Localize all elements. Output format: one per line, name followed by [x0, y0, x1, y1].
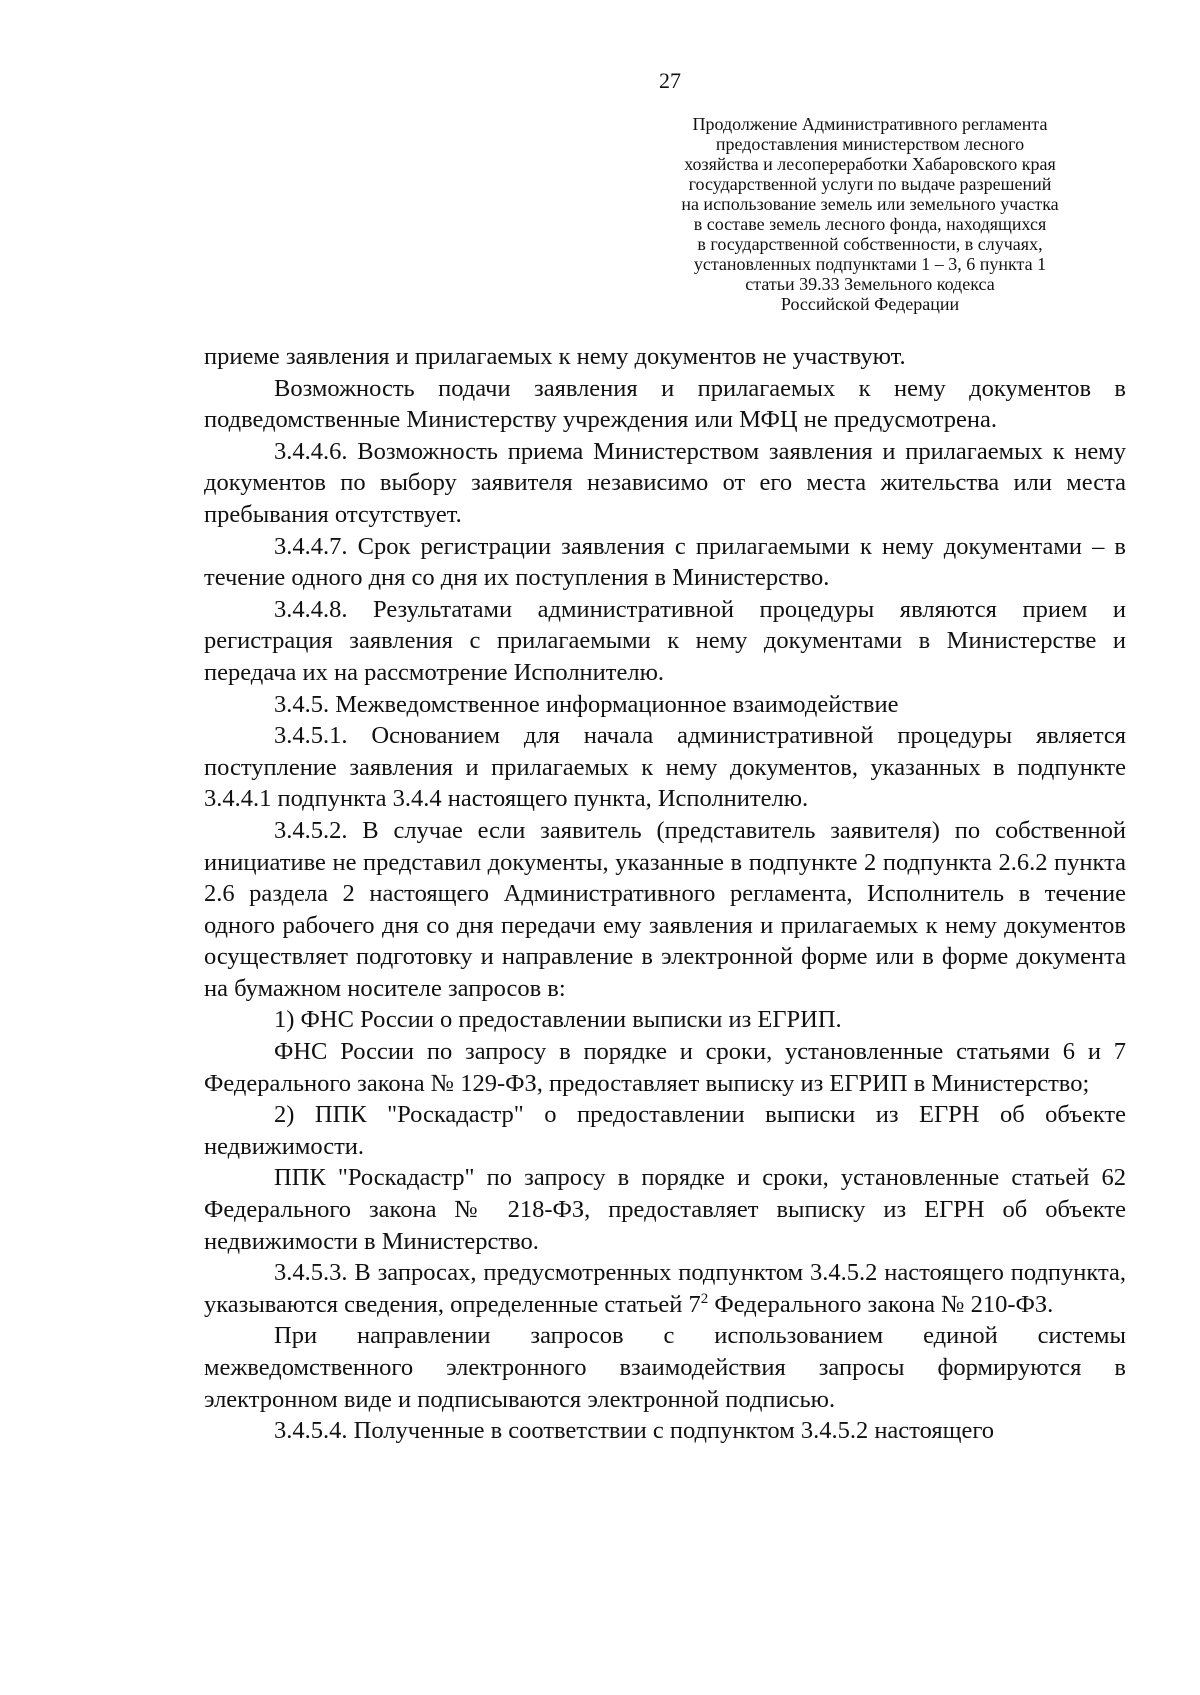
- paragraph: [204, 1257, 1126, 1320]
- paragraph: ППК "Роскадастр" по запросу в порядке и сроки, установленные статьей 62 Федерального закона № 218-ФЗ, предоставляет выписку из ЕГРН об объекте недвижимости в Министерство.: [204, 1164, 1126, 1255]
- paragraph: 3.4.4.6. Возможность приема Министерством заявления и прилагаемых к нему документов по выбору заявителя независимо от его места жительства или места пребывания отсутствует.: [204, 437, 1126, 528]
- header-line: статьи 39.33 Земельного кодекса: [745, 274, 995, 294]
- header-line: предоставления министерством лесного: [715, 134, 1025, 154]
- list-item: 2) ППК "Роскадастр" о предоставлении выписки из ЕГРН об объекте недвижимости.: [204, 1101, 1126, 1160]
- header-line: в государственной собственности, в случаях,: [697, 234, 1043, 254]
- document-body: [204, 341, 1126, 1447]
- document-header: [620, 114, 1120, 314]
- section-heading: 3.4.5. Межведомственное информационное взаимодействие: [274, 690, 899, 718]
- paragraph: 3.4.4.8. Результатами административной процедуры являются прием и регистрация заявления с прилагаемыми к нему документами в Министерстве и передача их на рассмотрение Исполнителю.: [204, 595, 1126, 686]
- superscript: 2: [700, 1290, 709, 1307]
- paragraph: приеме заявления и прилагаемых к нему документов не участвуют.: [204, 343, 906, 370]
- header-line: государственной услуги по выдаче разрешений: [688, 174, 1052, 194]
- paragraph: Возможность подачи заявления и прилагаемых к нему документов в подведомственные Министерству учреждения или МФЦ не предусмотрена.: [204, 374, 1126, 434]
- page-number: 27: [659, 68, 681, 93]
- header-line: на использование земель или земельного участка: [681, 194, 1059, 214]
- paragraph: 3.4.5.1. Основанием для начала административной процедуры является поступление заявления и прилагаемых к нему документов, указанных в подпункте 3.4.4.1 подпункта 3.4.4 настоящего пункта, Исполнителю.: [204, 722, 1126, 813]
- paragraph-text: Федерального закона № 210-ФЗ.: [708, 1290, 1054, 1318]
- header-line: в составе земель лесного фонда, находящихся: [693, 214, 1047, 234]
- paragraph: 3.4.4.7. Срок регистрации заявления с прилагаемыми к нему документами – в течение одного дня со дня их поступления в Министерство.: [204, 532, 1126, 592]
- header-line: Российской Федерации: [780, 294, 960, 314]
- paragraph-text: 3.4.5.3. В запросах, предусмотренных подпунктом 3.4.5.2 настоящего подпункта, указываются сведения, определенные статьей 7: [204, 1259, 1126, 1318]
- list-item: 1) ФНС России о предоставлении выписки из ЕГРИП.: [274, 1006, 842, 1034]
- paragraph: 3.4.5.4. Полученные в соответствии с подпунктом 3.4.5.2 настоящего: [274, 1417, 995, 1445]
- header-line: хозяйства и лесопереработки Хабаровского края: [684, 154, 1056, 174]
- paragraph: 3.4.5.2. В случае если заявитель (представитель заявителя) по собственной инициативе не представил документы, указанные в подпункте 2 подпункта 2.6.2 пункта 2.6 раздела 2 настоящего Административного регламента, Исполнитель в течение одного рабочего дня со дня передачи ему заявления и прилагаемых к нему документов осуществляет подготовку и направление в электронной форме или в форме документа на бумажном носителе запросов в:: [204, 816, 1126, 1002]
- paragraph: При направлении запросов с использованием единой системы межведомственного электронного взаимодействия запросы формируются в электронном виде и подписываются электронной подписью.: [204, 1322, 1126, 1413]
- paragraph: ФНС России по запросу в порядке и сроки, установленные статьями 6 и 7 Федерального закона № 129-ФЗ, предоставляет выписку из ЕГРИП в Министерство;: [204, 1038, 1126, 1097]
- header-line: установленных подпунктами 1 – 3, 6 пункта 1: [693, 254, 1047, 274]
- header-line: Продолжение Административного регламента: [692, 114, 1048, 134]
